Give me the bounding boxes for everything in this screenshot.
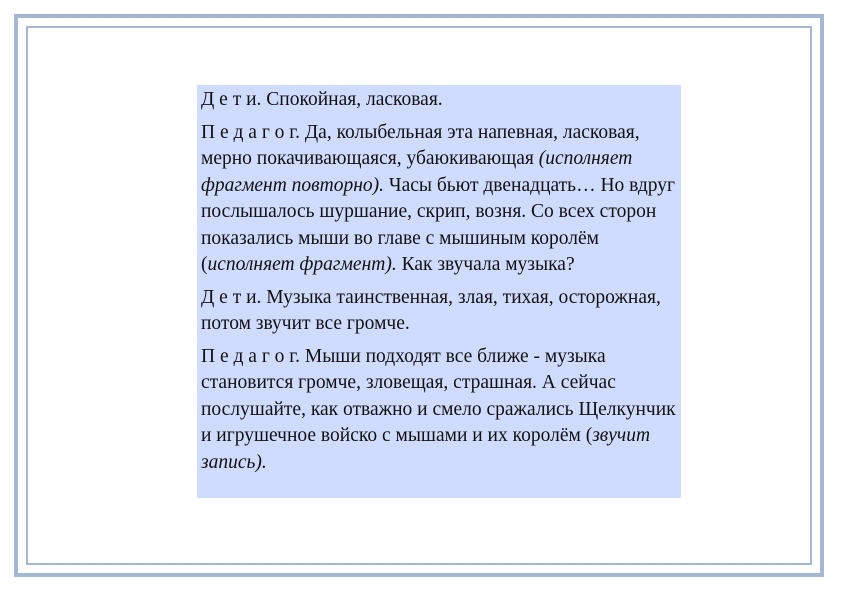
text-segment: Часы бьют двенадцать… Но вдруг послышалось шуршание, скрип, возня. Со всех сторон показались мыши во главе с мышиным королём ( [201,174,676,275]
italic-stage-direction: исполняет фрагмент). [207,254,397,275]
text-segment: Д е т и. Спокойная, ласковая. [201,89,443,110]
text-segment: П е д а г о г. Мыши подходят все ближе - музыка становится громче, зловещая, страшная. А сейчас послушайте, как отважно и смело сражались Щелкунчик и игрушечное войско с мышами и их королём ( [201,345,676,446]
italic-stage-direction: (исполняет фрагмент повторно). [201,148,633,196]
text-segment: Как звучала музыка? [396,254,575,275]
text-segment: Д е т и. Музыка таинственная, злая, тихая, осторожная, потом звучит все громче. [201,286,661,334]
paragraph-teacher-1 [201,120,677,279]
dialogue-text-box [197,85,681,498]
paragraph-teacher-2 [201,344,677,477]
paragraph-children-1 [201,87,677,114]
text-segment: П е д а г о г. Да, колыбельная эта напевная, ласковая, мерно покачивающаяся, убаюкивающая [201,121,640,169]
italic-stage-direction: звучит запись). [201,425,651,473]
paragraph-children-2 [201,285,677,338]
